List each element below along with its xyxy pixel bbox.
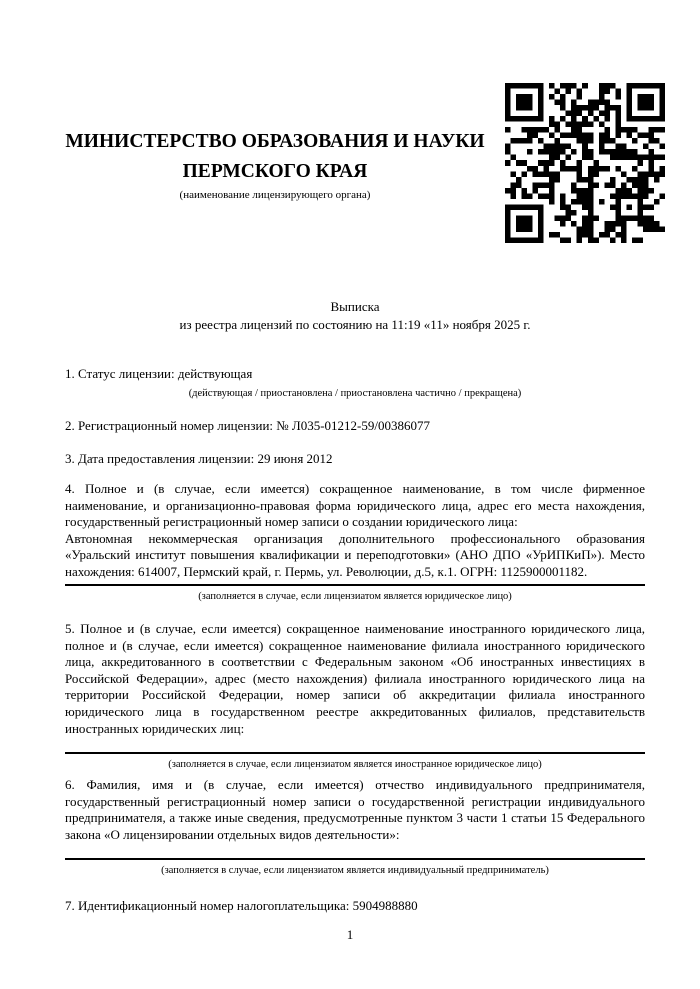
license-date-item: 3. Дата предоставления лицензии: 29 июня 2012 [65, 451, 333, 466]
extract-title: Выписка [330, 299, 380, 314]
foreign-entity-caption: (заполняется в случае, если лицензиатом является иностранное юридическое лицо) [168, 759, 542, 771]
foreign-entity-item [65, 621, 645, 771]
qr-code [505, 83, 665, 243]
legal-entity-caption: (заполняется в случае, если лицензиатом является юридическое лицо) [198, 590, 512, 602]
ministry-name-line1: МИНИСТЕРСТВО ОБРАЗОВАНИЯ И НАУКИ [65, 131, 485, 152]
ministry-header [65, 127, 485, 202]
page-number: 1 [346, 927, 354, 942]
legal-entity-item [65, 481, 645, 603]
entrepreneur-item [65, 777, 645, 877]
licensing-authority-caption: (наименование лицензирующего органа) [179, 189, 371, 201]
foreign-entity-question: 5. Полное и (в случае, если имеется) сокращенное наименование иностранного юридического лица, полное и (в случае, если имеется) сокращенное наименование филиала иностранного юридического лица, аккредитованного в соответствии с Федеральным законом «Об иностранных инвестициях в Российской Федерации», адрес (место нахождения) филиала иностранного юридического лица на территории Российской Федерации, номер записи об аккредитации филиала иностранного юридического лица в государственном реестре аккредитованных филиалов, представительств иностранных юридических лиц: [65, 621, 645, 736]
extract-title-block [65, 298, 645, 333]
entrepreneur-caption: (заполняется в случае, если лицензиатом является индивидуальный предприниматель) [161, 865, 549, 877]
status-options-caption: (действующая / приостановлена / приостановлена частично / прекращена) [188, 388, 522, 399]
legal-entity-answer: Автономная некоммерческая организация дополнительного профессионального образования «Уральский институт повышения квалификации и переподготовки» (АНО ДПО «УрИПКиП»). Место нахождения: 614007, Пермский край, г. Пермь, ул. Революции, д.5, к.1. ОГРН: 1125900001182. [65, 530, 645, 579]
qr-code-image [505, 83, 665, 243]
registration-number-item: 2. Регистрационный номер лицензии: № Л035-01212-59/00386077 [65, 418, 431, 433]
license-status-item: 1. Статус лицензии: действующая [65, 366, 253, 381]
extract-date-line: из реестра лицензий по состоянию на 11:19 «11» ноября 2025 г. [179, 316, 531, 332]
inn-item: 7. Идентификационный номер налогоплательщика: 5904988880 [65, 898, 418, 913]
ministry-name-line2: ПЕРМСКОГО КРАЯ [182, 161, 368, 182]
legal-entity-question: 4. Полное и (в случае, если имеется) сокращенное наименование, в том числе фирменное наименование, и организационно-правовая форма юридического лица, адрес его места нахождения, государственный регистрационный номер записи о создании юридического лица: [65, 481, 645, 530]
entrepreneur-question: 6. Фамилия, имя и (в случае, если имеется) отчество индивидуального предпринимателя, государственный регистрационный номер записи о государственной регистрации индивидуального предпринимателя, а также иные сведения, предусмотренные пунктом 3 части 1 статьи 15 Федерального закона «О лицензировании отдельных видов деятельности»: [65, 777, 645, 842]
